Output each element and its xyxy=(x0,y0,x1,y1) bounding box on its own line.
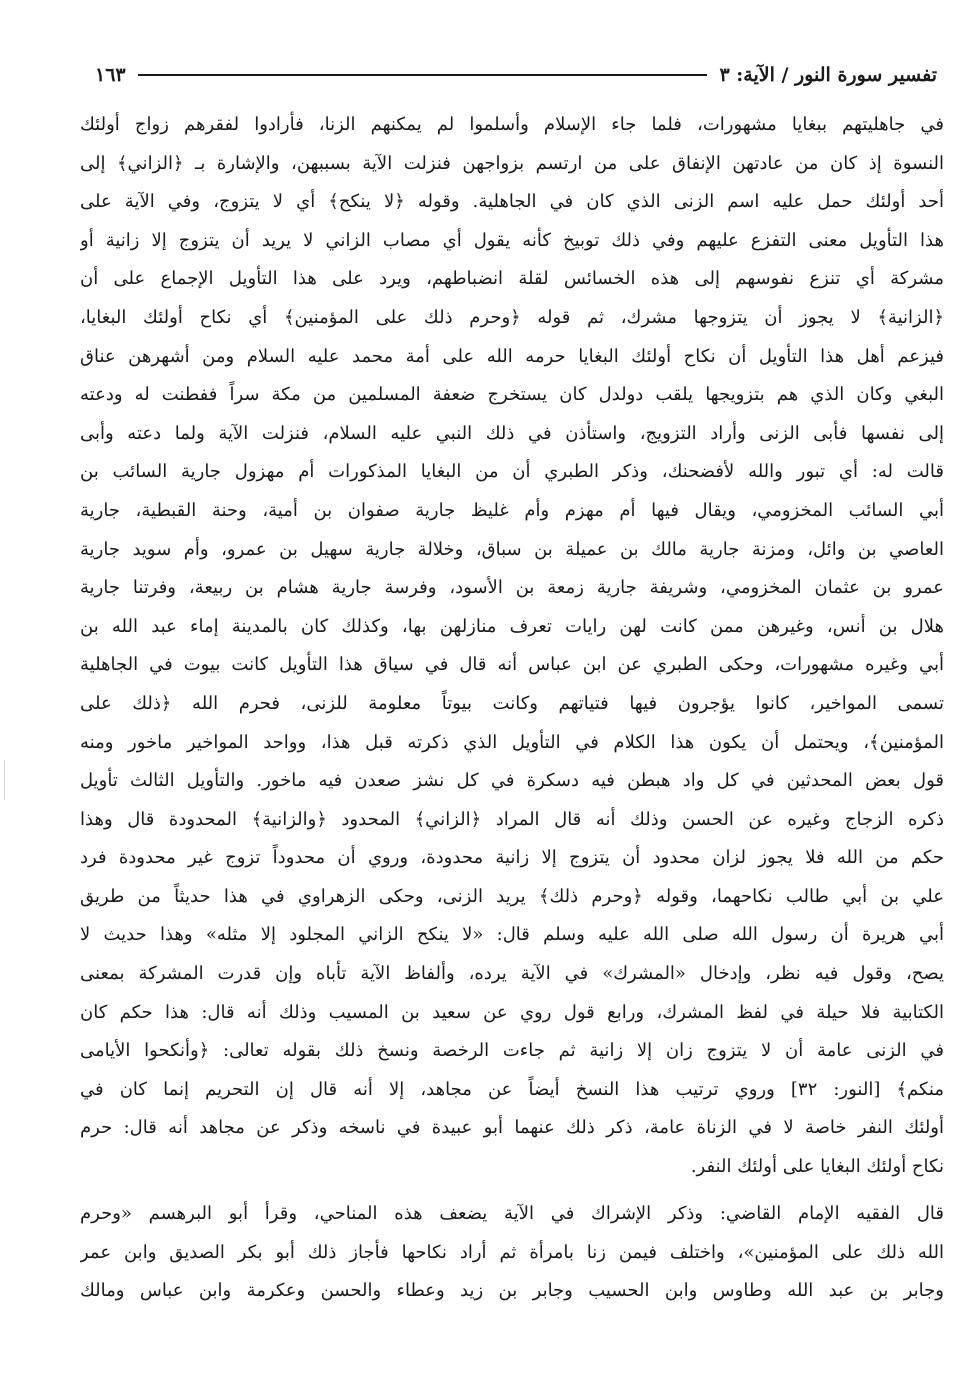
text-line: قالت له: أي تبور والله لأفضحنك، وذكر الطبري أن من البغايا المذكورات أم مهزول جارية السائب بن xyxy=(80,461,944,483)
text-line: المؤمنين﴾، ويحتمل أن يكون هذا الكلام في التأويل الذي ذكرته قبل هذا، وواحد المواخير ماخور ومنه xyxy=(80,731,944,753)
text-line: العاصي بن وائل، ومزنة جارية مالك بن عميلة بن سباق، وخلالة جارية سهيل بن عمرو، وأم سويد جارية xyxy=(80,538,944,560)
text-line: هلال بن أنس، وغيرهن ممن كانت لهن رايات تعرف منازلهن بها، وكذلك كان بالمدينة إماء عبد الله بن xyxy=(80,615,944,637)
text-line: أحد أولئك حمل عليه اسم الزنى الذي كان في الجاهلية. وقوله ﴿لا ينكح﴾ أي لا يتزوج، وفي الآية على xyxy=(80,191,944,213)
text-line: النسوة إذ كان من عادتهن الإنفاق على من ارتسم بزواجهن فنزلت الآية بسببهن، والإشارة بـ ﴿الزاني﴾ إلى xyxy=(80,152,944,174)
text-line: الله ذلك على المؤمنين»، واختلف فيمن زنا بامرأة ثم أراد نكاحها فأجاز ذلك أبو بكر الصديق وابن عمر xyxy=(80,1241,944,1263)
text-line: حكم من الله فلا يجوز لزان محدود أن يتزوج إلا زانية محدودة، وروي أن محدوداً تزوج غير محدودة فرد xyxy=(80,847,944,869)
scan-margin-mark xyxy=(4,760,5,800)
text-line: ذكره الزجاج وغيره عن الحسن وذلك أنه قال المراد ﴿الزاني﴾ المحدود ﴿والزانية﴾ المحدودة قال وهذا xyxy=(80,808,944,830)
text-line: إلى نفسها فأبى الزنى وأراد التزويج، واستأذن في ذلك النبي عليه السلام، فنزلت الآية ولما دعته وأبى xyxy=(80,422,944,444)
page-number: ١٦٣ xyxy=(95,64,126,86)
text-line: هذا التأويل معنى التفزع عليهم وفي ذلك توبيخ كأنه يقول أي مصاب الزاني لا يريد أن يتزوج إلا زانية أو xyxy=(80,229,944,251)
text-line: أولئك النفر خاصة لا في الزناة عامة، ذكر ذلك عنهما أبو عبيدة في ناسخه وذكر عن مجاهد أنه قال: حرم xyxy=(80,1117,944,1139)
text-line: قول بعض المحدثين في كل واد هبطن فيه دسكرة في كل نشز صعدن فيه ماخور. والتأويل الثالث تأويل xyxy=(80,770,944,792)
text-line: تسمى المواخير، كانوا يؤجرون فيها فتياتهم وكانت بيوتاً معلومة للزنى، فحرم الله ﴿ذلك على xyxy=(80,692,944,714)
text-line: فيزعم أهل هذا التأويل أن نكاح أولئك البغايا حرمه الله على أمة محمد عليه السلام ومن أشهرهن عناق xyxy=(80,345,944,367)
text-line: علي بن أبي طالب نكاحهما، وقوله ﴿وحرم ذلك﴾ يريد الزنى، وحكى الزهراوي في هذا حديثاً من طريق xyxy=(80,885,944,907)
text-line: مشركة أي تنزع نفوسهم إلى هذه الخسائس لقلة انضباطهم، ويرد على هذا التأويل الإجماع على أن xyxy=(80,268,944,290)
paragraph-2 xyxy=(80,1195,944,1311)
text-line: عمرو بن عثمان المخزومي، وشريفة جارية زمعة بن الأسود، وفرسة جارية هشام بن ربيعة، وفرتنا جارية xyxy=(80,577,944,599)
text-line: البغي وكان الذي هم بتزويجها يلقب دولدل كان يستخرج ضعفة المسلمين من مكة سراً ففطنت له ودعته xyxy=(80,384,944,406)
header-rule xyxy=(138,74,708,76)
text-line: الكتابية فلا حيلة في لفظ المشرك، ورابع قول روي عن سعيد بن المسيب وذلك أنه قال: هذا حكم كان xyxy=(80,1001,944,1023)
text-line: منكم﴾ [النور: ٣٢] وروي ترتيب هذا النسخ أيضاً عن مجاهد، إلا أنه قال إن التحريم إنما كان في xyxy=(80,1078,944,1100)
text-line: نكاح أولئك البغايا على أولئك النفر. xyxy=(690,1156,944,1178)
text-line: يصح، وقول فيه نظر، وإدخال «المشرك» في الآية يرده، وألفاظ الآية تأباه وإن قدرت المشركة بمعنى xyxy=(80,963,944,985)
header-title: تفسير سورة النور / الآية: ٣ xyxy=(719,64,937,86)
paragraph-1 xyxy=(80,106,944,1187)
text-line: في جاهليتهم ببغايا مشهورات، فلما جاء الإسلام وأسلموا لم يمكنهم الزنا، فأرادوا لفقرهم زواج أولئك xyxy=(80,114,944,135)
running-header xyxy=(95,58,937,92)
text-line: قال الفقيه الإمام القاضي: وذكر الإشراك في الآية يضعف هذه المناحي، وقرأ أبو البرهسم «وحرم xyxy=(80,1203,944,1224)
text-line: في الزنى عامة أن لا يتزوج زان إلا زانية ثم جاءت الرخصة ونسخ ذلك بقوله تعالى: ﴿وأنكحوا الأيامى xyxy=(80,1040,944,1062)
text-line: وجابر بن عبد الله وطاوس وابن الحسيب وجابر بن زيد وعطاء والحسن وعكرمة وابن عباس ومالك xyxy=(80,1280,944,1302)
text-line: أبي هريرة أن رسول الله صلى الله عليه وسلم قال: «لا ينكح الزاني المجلود إلا مثله» وهذا حديث لا xyxy=(80,924,944,946)
text-line: أبي السائب المخزومي، ويقال فيها أم مهزم وأم غليظ جارية صفوان بن أمية، وحنة القبطية، جارية xyxy=(80,499,944,521)
text-line: ﴿الزانية﴾ لا يجوز أن يتزوجها مشرك، ثم قوله ﴿وحرم ذلك على المؤمنين﴾ أي نكاح أولئك البغايا، xyxy=(80,306,944,328)
text-line: أبي وغيره مشهورات، وحكى الطبري عن ابن عباس أنه قال في سياق هذا التأويل كانت بيوت في الجاهلية xyxy=(80,654,944,676)
